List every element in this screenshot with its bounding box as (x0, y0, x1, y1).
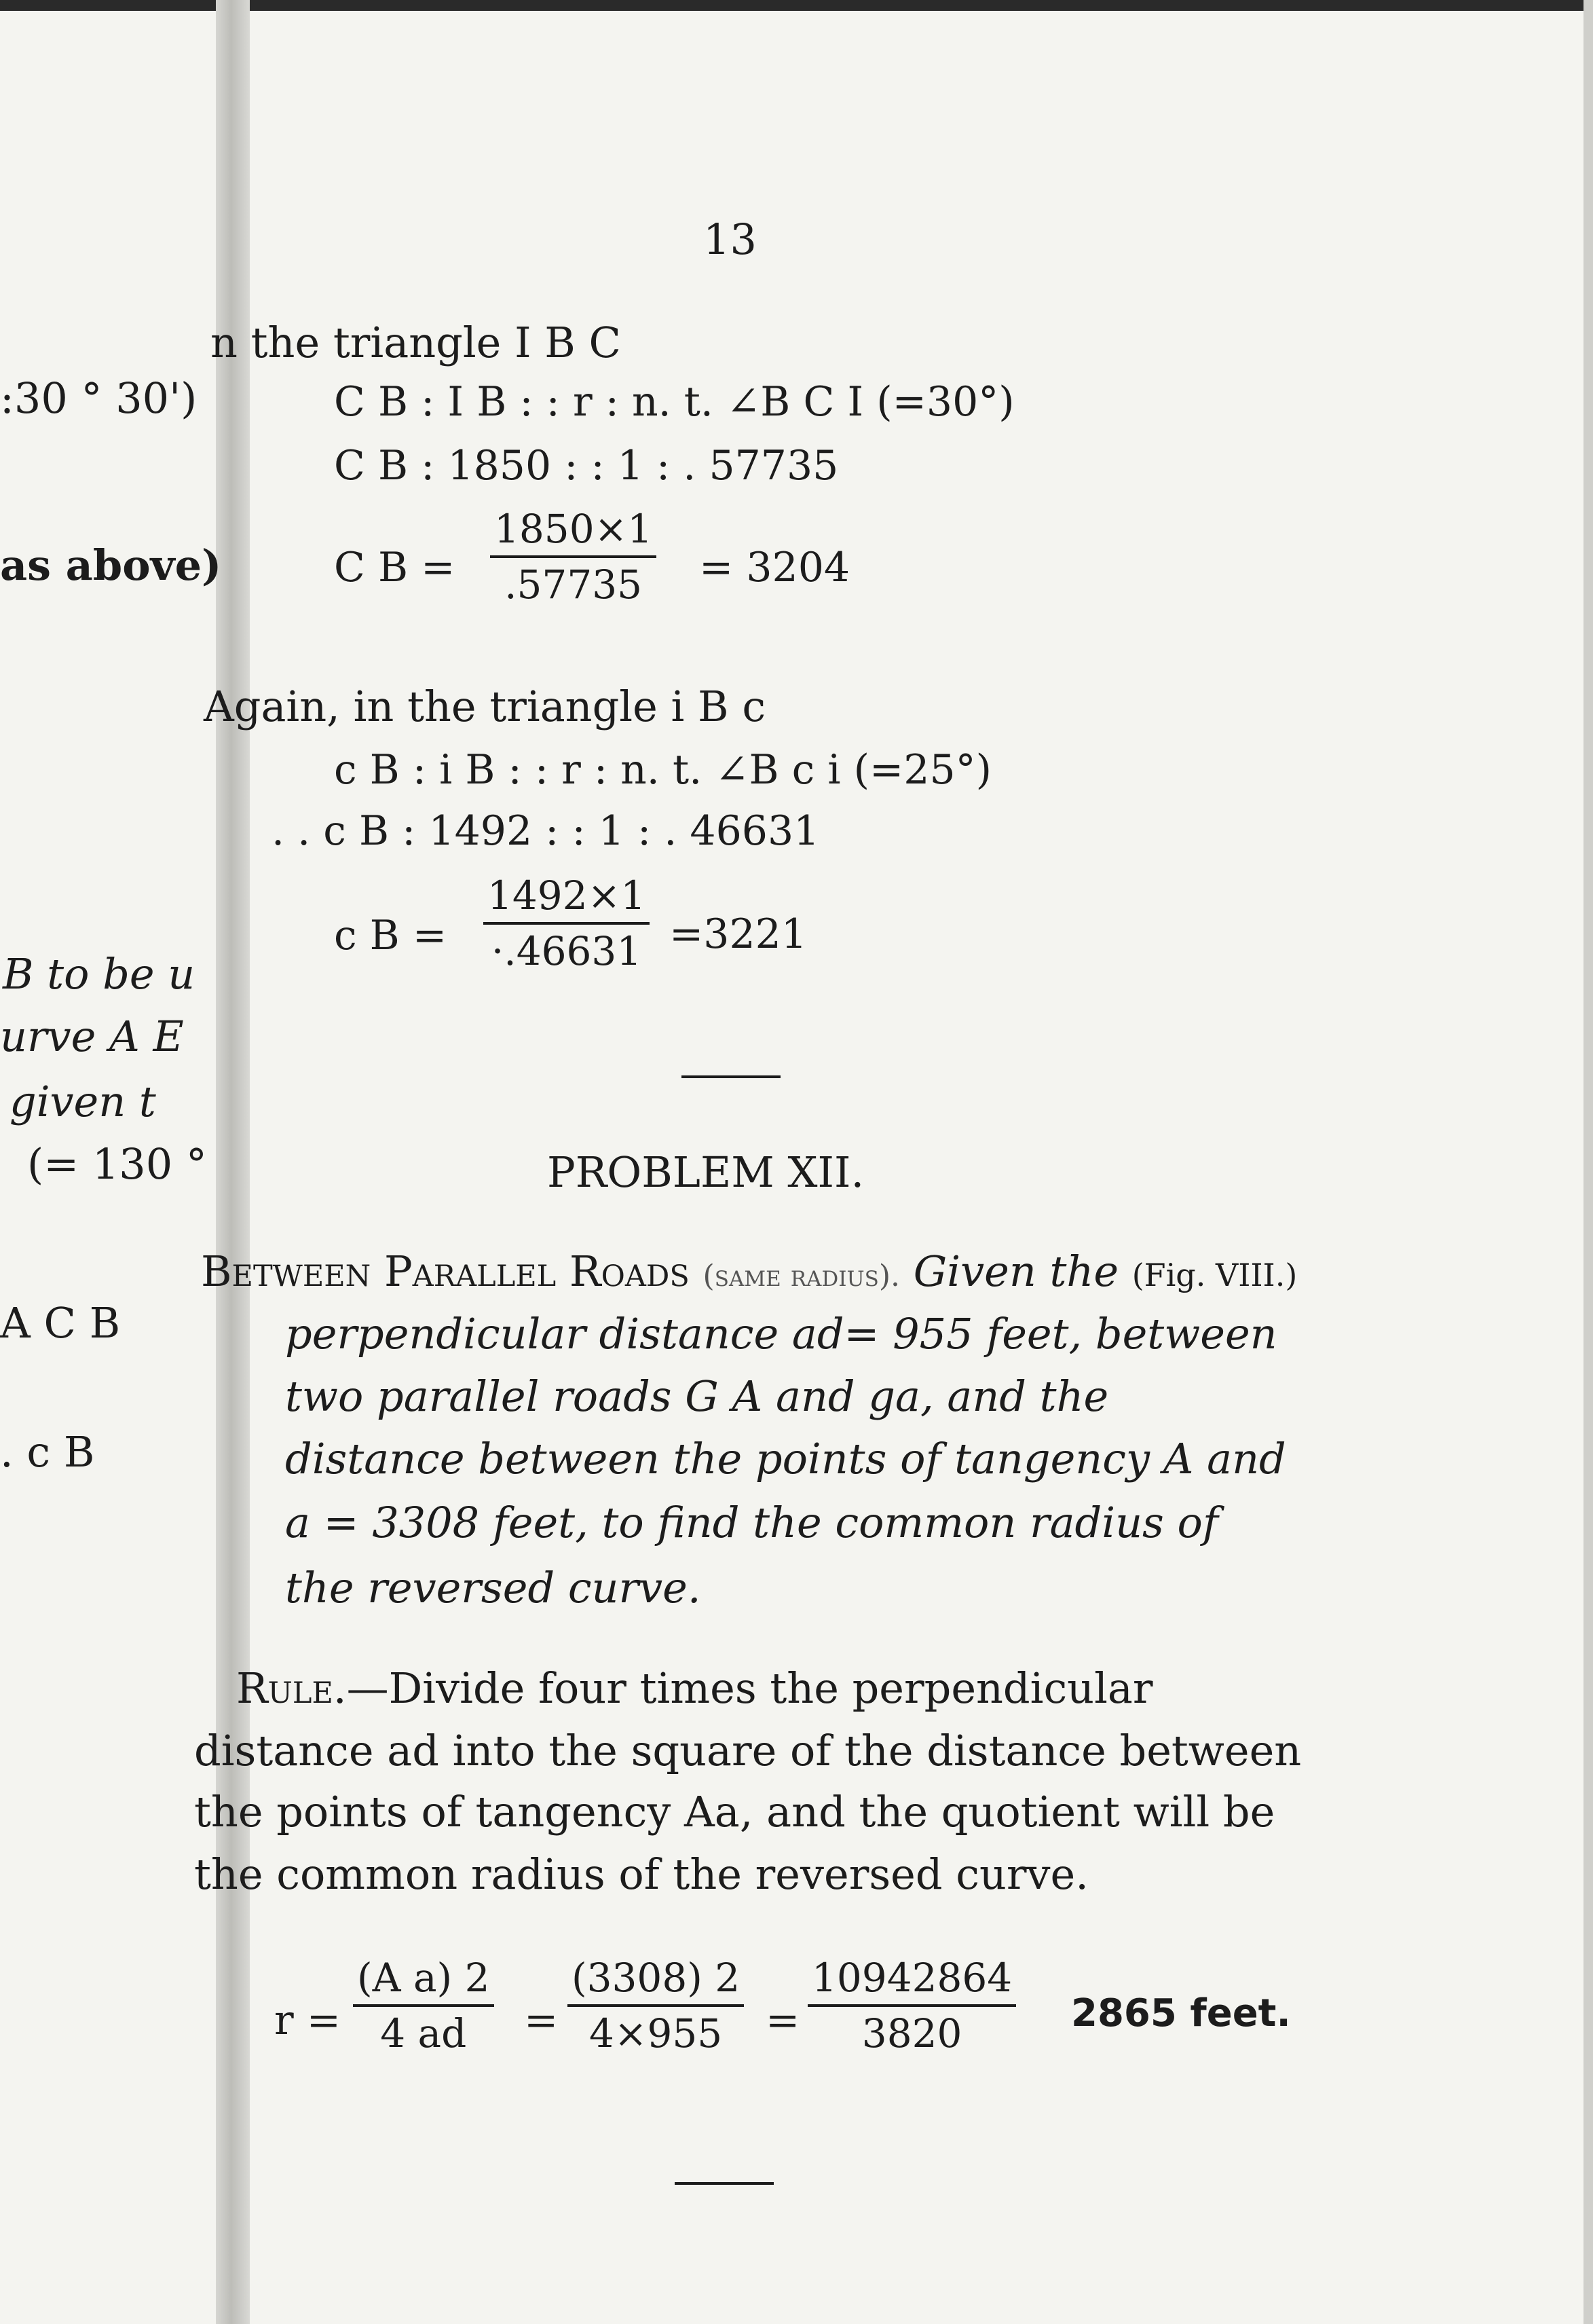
formula-fraction-1-numerator: (A a) 2 (353, 1958, 494, 2007)
problem-lead-caps: Between Parallel Roads (201, 1247, 690, 1296)
section2-heading: Again, in the triangle i B c (204, 682, 766, 731)
formula-equals-2: = (766, 1997, 800, 2044)
rule-line-1 (236, 1663, 1153, 1713)
section1-heading: n the triangle I B C (210, 318, 621, 367)
problem-line-1: perpendicular distance ad= 955 feet, between (285, 1309, 1277, 1359)
margin-fragment-1: :30 ° 30') (0, 373, 198, 423)
formula-fraction-2-denominator: 4×955 (589, 2010, 723, 2056)
section2-result: =3221 (669, 910, 807, 958)
section2-proportion-2: . . c B : 1492 : : 1 : . 46631 (271, 807, 820, 855)
problem-line-3: distance between the points of tangency A and (285, 1434, 1286, 1483)
margin-fragment-6: (= 130 ° (27, 1139, 207, 1189)
problem-line-5: the reversed curve. (285, 1563, 701, 1612)
rule-line-4: the common radius of the reversed curve. (194, 1849, 1089, 1899)
margin-fragment-7: A C B (0, 1298, 121, 1348)
page-number: 13 (703, 215, 757, 264)
margin-fragment-3: B to be u (3, 949, 195, 999)
margin-fragment-2: as above) (0, 540, 222, 590)
problem-line-2: two parallel roads G A and ga, and the (285, 1371, 1109, 1421)
formula-fraction-3 (808, 1955, 1016, 2056)
formula-fraction-3-numerator: 10942864 (808, 1958, 1016, 2007)
figure-reference: (Fig. VIII.) (1131, 1257, 1298, 1293)
formula-fraction-2-numerator: (3308) 2 (567, 1958, 744, 2007)
margin-fragment-4: urve A E (0, 1012, 184, 1061)
page-right-edge (1583, 0, 1593, 2324)
rule-label: Rule. (236, 1663, 347, 1713)
formula-equals-1: = (524, 1997, 559, 2044)
formula-fraction-1-denominator: 4 ad (380, 2010, 467, 2056)
section1-fraction (490, 506, 656, 608)
formula-lhs: r = (274, 1997, 341, 2044)
margin-fragment-5: given t (10, 1077, 156, 1126)
problem-lead (201, 1247, 1298, 1296)
formula-result: 2865 feet. (1071, 1991, 1291, 2035)
formula-fraction-1 (353, 1955, 494, 2056)
section1-numerator: 1850×1 (490, 509, 656, 558)
section2-denominator: ·.46631 (491, 928, 642, 974)
margin-fragment-8: . c B (0, 1427, 95, 1477)
section-divider-2 (675, 2182, 774, 2185)
rule-line-2: distance ad into the square of the distance between (194, 1726, 1302, 1775)
section1-proportion-1: C B : I B : : r : n. t. ∠B C I (=30°) (334, 378, 1015, 426)
section2-lhs: c B = (334, 912, 447, 959)
section2-proportion-1: c B : i B : : r : n. t. ∠B c i (=25°) (334, 746, 992, 794)
formula-fraction-3-denominator: 3820 (861, 2010, 962, 2056)
problem-lead-italic: Given the (913, 1247, 1119, 1296)
rule-text-1: —Divide four times the perpendicular (346, 1663, 1153, 1713)
problem-lead-paren: (same radius). (702, 1259, 901, 1293)
problem-line-4: a = 3308 feet, to find the common radius of (285, 1498, 1218, 1547)
section1-proportion-2: C B : 1850 : : 1 : . 57735 (334, 442, 839, 490)
section1-denominator: .57735 (504, 561, 643, 608)
section1-result: = 3204 (699, 544, 850, 591)
problem-title: PROBLEM XII. (547, 1147, 865, 1197)
rule-line-3: the points of tangency Aa, and the quotient will be (194, 1787, 1275, 1837)
section-divider-1 (681, 1075, 781, 1078)
formula-fraction-2 (567, 1955, 744, 2056)
section2-numerator: 1492×1 (483, 876, 650, 925)
section1-lhs: C B = (334, 544, 455, 591)
section2-fraction (483, 872, 650, 974)
